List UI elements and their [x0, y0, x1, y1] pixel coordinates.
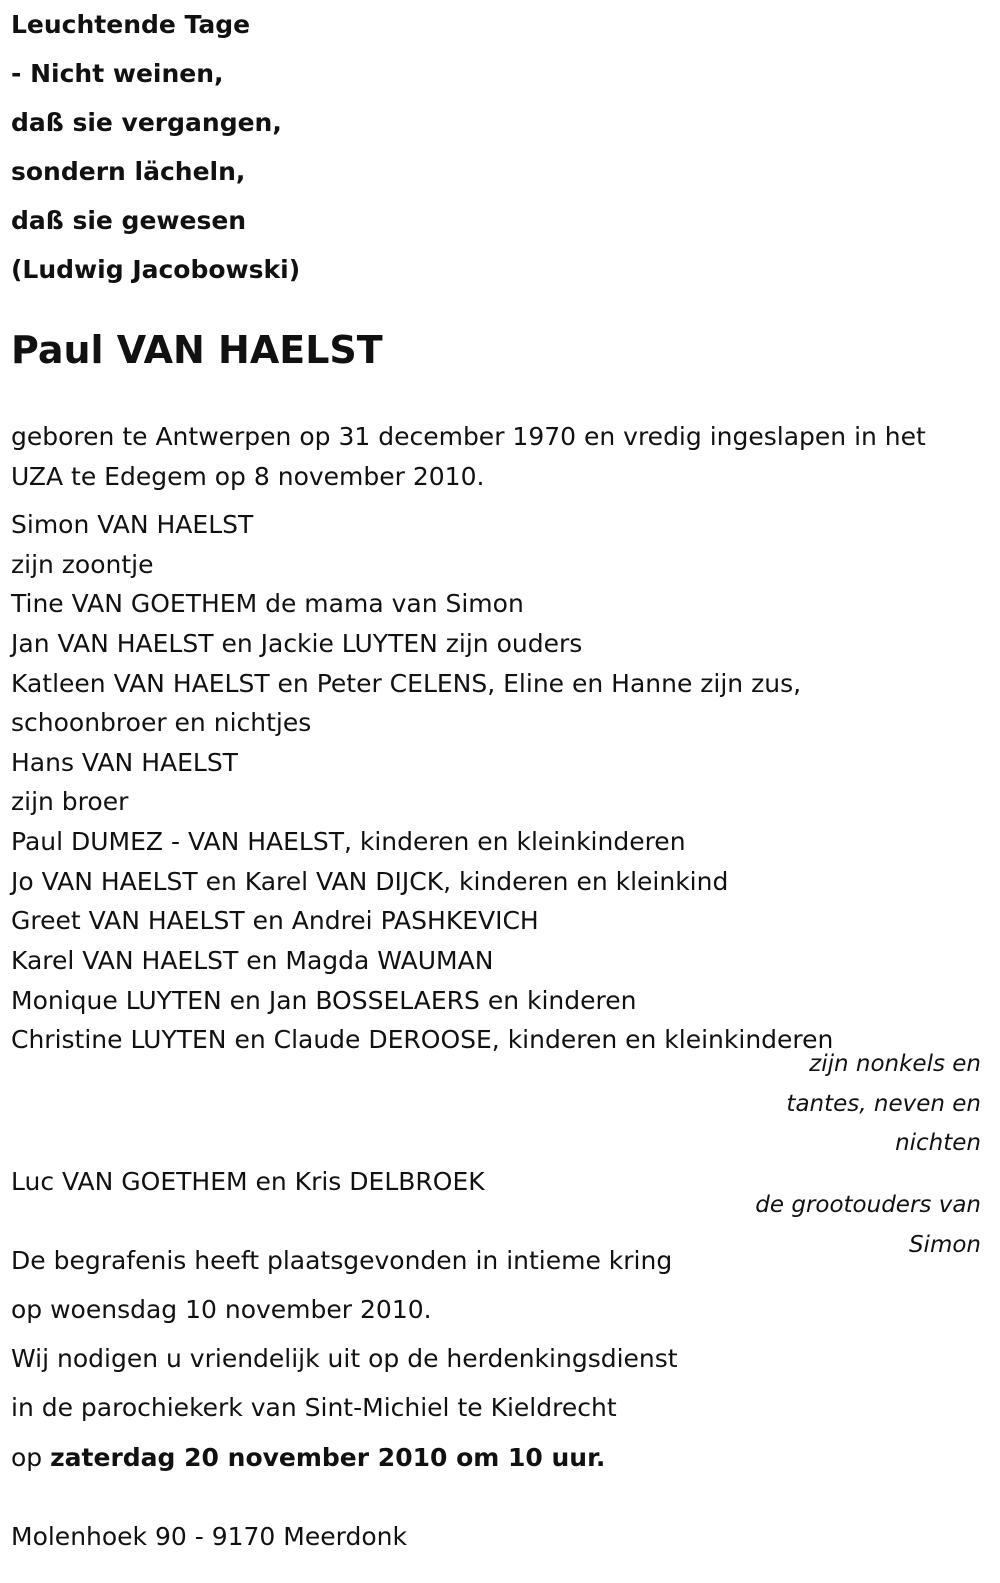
family-line: Greet VAN HAELST en Andrei PASHKEVICH [11, 906, 539, 935]
family-line: Christine LUYTEN en Claude DEROOSE, kinderen en kleinkinderen [11, 1025, 834, 1054]
funeral-line: in de parochiekerk van Sint-Michiel te Kieldrecht [11, 1393, 617, 1422]
service-prefix: op [11, 1443, 43, 1472]
poem-line-4: sondern lächeln, [11, 157, 246, 186]
poem-line-5: daß sie gewesen [11, 206, 247, 235]
family-line: Katleen VAN HAELST en Peter CELENS, Eline en Hanne zijn zus, [11, 669, 802, 698]
family-line: Simon VAN HAELST [11, 510, 254, 539]
poem-line-3: daß sie vergangen, [11, 108, 282, 137]
birth-line-2: UZA te Edegem op 8 november 2010. [11, 462, 485, 491]
family-line: Hans VAN HAELST [11, 748, 238, 777]
uncles-note-line: tantes, neven en [786, 1091, 981, 1117]
family-line: Jo VAN HAELST en Karel VAN DIJCK, kinderen en kleinkind [11, 867, 729, 896]
poem-line-2: - Nicht weinen, [11, 59, 224, 88]
family-line: Monique LUYTEN en Jan BOSSELAERS en kinderen [11, 986, 637, 1015]
funeral-line: Wij nodigen u vriendelijk uit op de herdenkingsdienst [11, 1344, 678, 1373]
grandparents-note-line: Simon [908, 1232, 981, 1258]
funeral-line: De begrafenis heeft plaatsgevonden in intieme kring [11, 1246, 673, 1275]
family-line: Paul DUMEZ - VAN HAELST, kinderen en kleinkinderen [11, 827, 686, 856]
family-line: zijn broer [11, 787, 129, 816]
poem-line-1: Leuchtende Tage [11, 10, 251, 39]
service-date: zaterdag 20 november 2010 om 10 uur. [50, 1443, 606, 1472]
family-line: schoonbroer en nichtjes [11, 708, 312, 737]
uncles-note-line: zijn nonkels en [809, 1051, 981, 1077]
family-line: Jan VAN HAELST en Jackie LUYTEN zijn ouders [11, 629, 583, 658]
address: Molenhoek 90 - 9170 Meerdonk [11, 1522, 407, 1551]
birth-line-1: geboren te Antwerpen op 31 december 1970 en vredig ingeslapen in het [11, 422, 926, 451]
family-line: Karel VAN HAELST en Magda WAUMAN [11, 946, 494, 975]
poem-author: (Ludwig Jacobowski) [11, 255, 301, 284]
uncles-note-line: nichten [895, 1130, 981, 1156]
funeral-line: op woensdag 10 november 2010. [11, 1295, 432, 1324]
family-line: zijn zoontje [11, 550, 154, 579]
service-line [11, 1443, 605, 1473]
grandparents-note-line: de grootouders van [755, 1192, 981, 1218]
family-line: Tine VAN GOETHEM de mama van Simon [11, 589, 524, 618]
deceased-name: Paul VAN HAELST [11, 328, 383, 372]
grandparents-line: Luc VAN GOETHEM en Kris DELBROEK [11, 1167, 485, 1196]
